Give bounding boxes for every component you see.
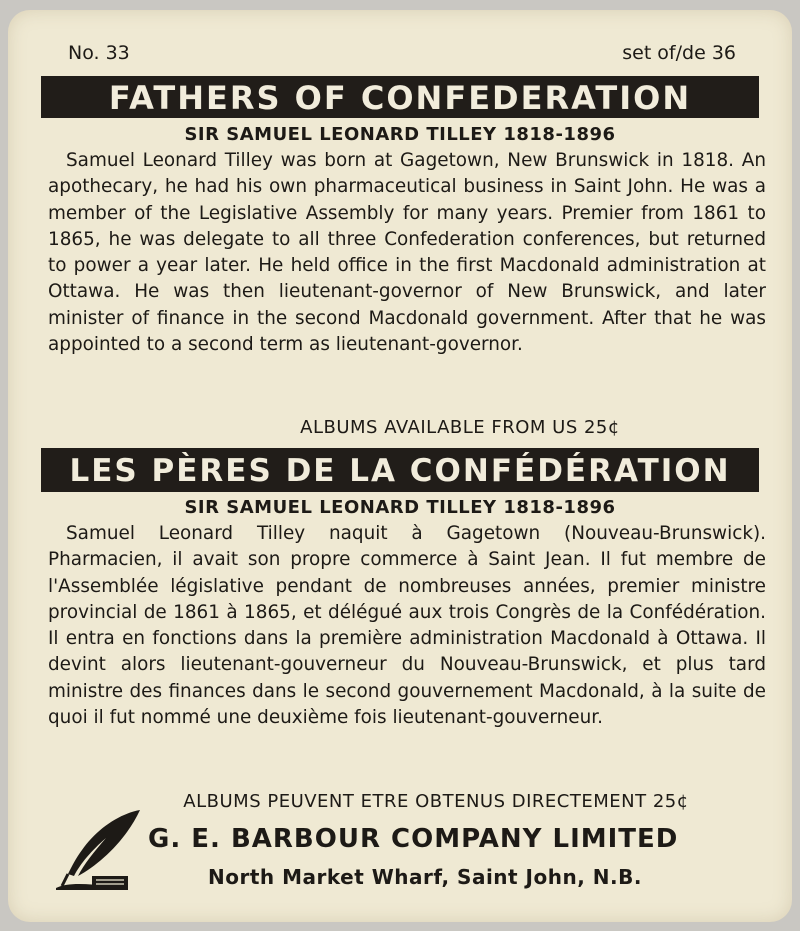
trading-card	[8, 10, 792, 922]
quill-pen-icon	[48, 806, 148, 890]
english-albums-notice: ALBUMS AVAILABLE FROM US 25¢	[300, 417, 620, 438]
publisher-address: North Market Wharf, Saint John, N.B.	[208, 865, 642, 889]
french-biography: Samuel Leonard Tilley naquit à Gagetown (Nouveau-Brunswick). Pharmacien, il avait son propre commerce à Saint Jean. Il fut membre de l'Assemblée législative pendant de nombreuses années, premier ministre provincial de 1861 à 1865, et délégué aux trois Congrès de la Confédération. Il entra en fonctions dans la première administration Macdonald à Ottawa. Il devint alors lieutenant-gouverneur du Nouveau-Brunswick, et plus tard ministre des finances dans le second gouvernement Macdonald, à la suite de quoi il fut nommé une deuxième fois lieutenant-gouverneur.	[48, 523, 766, 729]
publisher-name: G. E. BARBOUR COMPANY LIMITED	[148, 824, 679, 854]
english-biography: Samuel Leonard Tilley was born at Gagetown, New Brunswick in 1818. An apothecary, he had his own pharmaceutical business in Saint John. He was a member of the Legislative Assembly for many years. Premier from 1861 to 1865, he was delegate to all three Confederation conferences, but returned to power a year later. He held office in the first Macdonald administration at Ottawa. He was then lieutenant-governor of New Brunswick, and later minister of finance in the second Macdonald government. After that he was appointed to a second term as lieutenant-governor.	[48, 150, 766, 356]
french-banner: LES PÈRES DE LA CONFÉDÉRATION	[41, 448, 759, 492]
set-size: set of/de 36	[622, 42, 736, 64]
english-banner: FATHERS OF CONFEDERATION	[41, 76, 759, 118]
french-subtitle: SIR SAMUEL LEONARD TILLEY 1818-1896	[184, 497, 616, 518]
card-number: No. 33	[68, 42, 130, 64]
english-subtitle: SIR SAMUEL LEONARD TILLEY 1818-1896	[184, 124, 616, 145]
french-albums-notice: ALBUMS PEUVENT ETRE OBTENUS DIRECTEMENT 25¢	[183, 791, 689, 812]
